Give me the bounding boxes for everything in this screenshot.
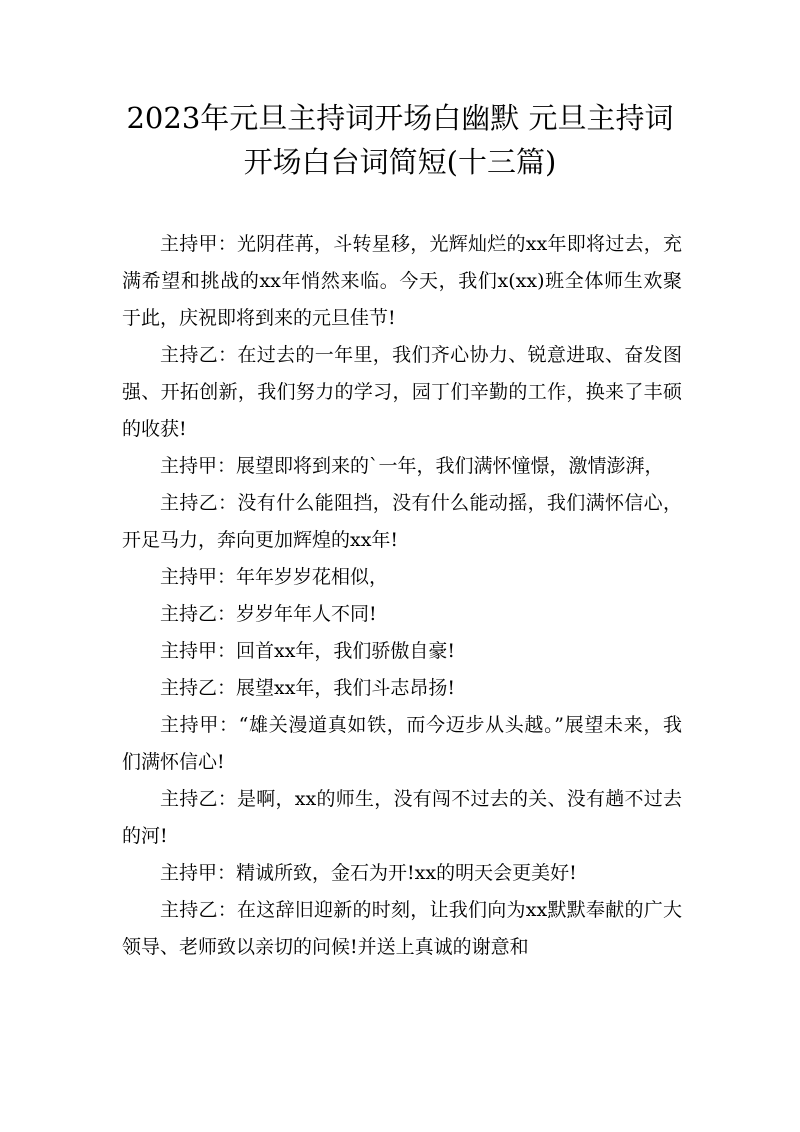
title-line-1: 2023年元旦主持词开场白幽默 元旦主持词	[126, 101, 674, 135]
paragraph: 主持乙：是啊，xx的师生，没有闯不过去的关、没有趟不过去的河!	[122, 788, 682, 847]
paragraph: 主持甲：光阴荏苒，斗转星移，光辉灿烂的xx年即将过去，充满希望和挑战的xx年悄然来临。今天，我们x(xx)班全体师生欢聚于此，庆祝即将到来的元旦佳节!	[122, 233, 682, 329]
paragraph: 主持甲：回首xx年，我们骄傲自豪!	[160, 640, 456, 662]
paragraph: 主持甲：精诚所致，金石为开!xx的明天会更美好!	[160, 862, 577, 884]
title-line-2: 开场白台词简短(十三篇)	[243, 145, 557, 179]
document-title	[110, 96, 690, 184]
paragraph: 主持乙：展望xx年，我们斗志昂扬!	[160, 677, 456, 699]
paragraph: 主持甲：展望即将到来的`一年，我们满怀憧憬，激情澎湃，	[160, 455, 664, 477]
paragraph: 主持甲：年年岁岁花相似，	[160, 566, 389, 588]
paragraph: 主持乙：在过去的一年里，我们齐心协力、锐意进取、奋发图强、开拓创新，我们努力的学习，园丁们辛勤的工作，换来了丰硕的收获!	[122, 344, 682, 440]
paragraph: 主持乙：没有什么能阻挡，没有什么能动摇，我们满怀信心，开足马力，奔向更加辉煌的xx年!	[122, 492, 682, 551]
paragraph: 主持乙：在这辞旧迎新的时刻，让我们向为xx默默奉献的广大领导、老师致以亲切的问候!并送上真诚的谢意和	[122, 899, 682, 958]
paragraph: 主持甲：“雄关漫道真如铁，而今迈步从头越。”展望未来，我们满怀信心!	[122, 714, 682, 773]
paragraph: 主持乙：岁岁年年人不同!	[160, 603, 377, 625]
document-body	[122, 226, 682, 966]
